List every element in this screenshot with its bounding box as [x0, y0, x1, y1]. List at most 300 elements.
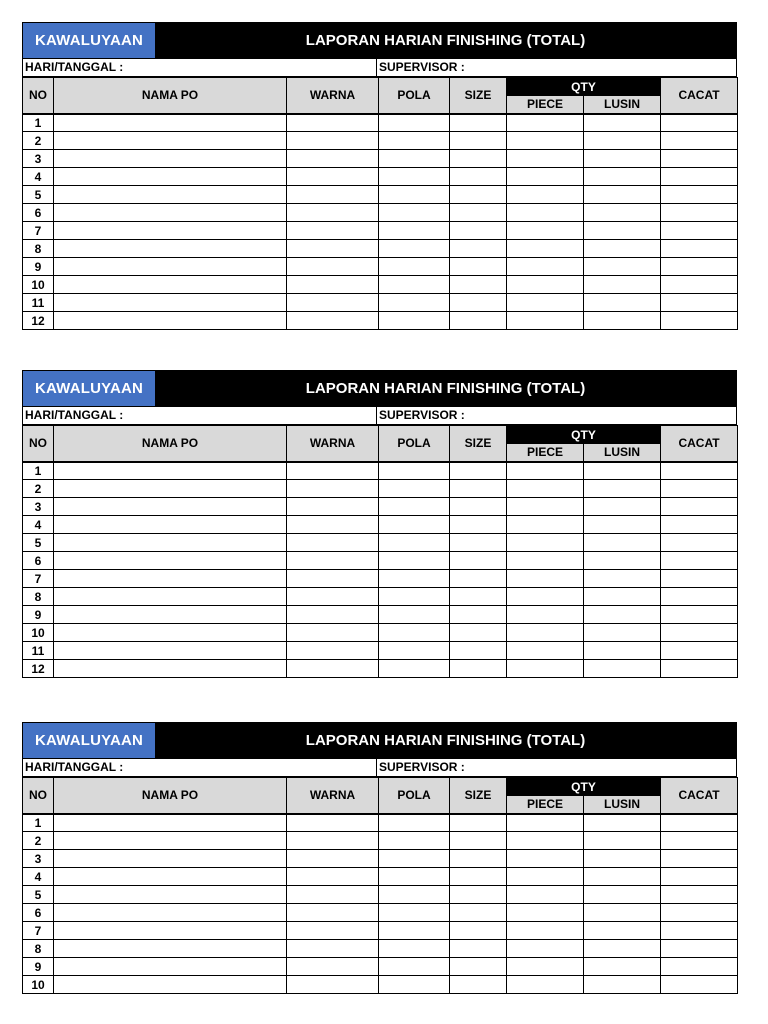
nama-po-cell[interactable]	[54, 940, 287, 958]
cacat-cell[interactable]	[661, 222, 738, 240]
table-row	[23, 832, 738, 850]
pola-cell[interactable]	[379, 186, 450, 204]
nama-po-cell[interactable]	[54, 922, 287, 940]
size-cell[interactable]	[450, 204, 507, 222]
nama-po-cell[interactable]	[54, 534, 287, 552]
size-cell[interactable]	[450, 922, 507, 940]
row-number: 9	[23, 258, 54, 276]
col-header-lusin: LUSIN	[584, 444, 661, 462]
lusin-cell[interactable]	[584, 204, 661, 222]
warna-cell[interactable]	[287, 588, 379, 606]
company-name: KAWALUYAAN	[23, 371, 155, 406]
cacat-cell[interactable]	[661, 258, 738, 276]
col-header-cacat: CACAT	[661, 778, 738, 814]
row-number: 8	[23, 940, 54, 958]
warna-cell[interactable]	[287, 958, 379, 976]
pola-cell[interactable]	[379, 168, 450, 186]
pola-cell[interactable]	[379, 976, 450, 994]
piece-cell[interactable]	[507, 588, 584, 606]
cacat-cell[interactable]	[661, 660, 738, 678]
pola-cell[interactable]	[379, 534, 450, 552]
lusin-cell[interactable]	[584, 534, 661, 552]
size-cell[interactable]	[450, 240, 507, 258]
pola-cell[interactable]	[379, 516, 450, 534]
pola-cell[interactable]	[379, 240, 450, 258]
size-cell[interactable]	[450, 588, 507, 606]
row-number: 7	[23, 570, 54, 588]
lusin-cell[interactable]	[584, 958, 661, 976]
piece-cell[interactable]	[507, 516, 584, 534]
size-cell[interactable]	[450, 132, 507, 150]
size-cell[interactable]	[450, 534, 507, 552]
pola-cell[interactable]	[379, 498, 450, 516]
lusin-cell[interactable]	[584, 850, 661, 868]
warna-cell[interactable]	[287, 480, 379, 498]
pola-cell[interactable]	[379, 222, 450, 240]
warna-cell[interactable]	[287, 204, 379, 222]
size-cell[interactable]	[450, 516, 507, 534]
nama-po-cell[interactable]	[54, 552, 287, 570]
table-row	[23, 276, 738, 294]
lusin-cell[interactable]	[584, 294, 661, 312]
warna-cell[interactable]	[287, 940, 379, 958]
warna-cell[interactable]	[287, 168, 379, 186]
warna-cell[interactable]	[287, 186, 379, 204]
warna-cell[interactable]	[287, 516, 379, 534]
table-row	[23, 922, 738, 940]
pola-cell[interactable]	[379, 868, 450, 886]
nama-po-cell[interactable]	[54, 480, 287, 498]
size-cell[interactable]	[450, 624, 507, 642]
nama-po-cell[interactable]	[54, 132, 287, 150]
nama-po-cell[interactable]	[54, 462, 287, 480]
lusin-cell[interactable]	[584, 240, 661, 258]
size-cell[interactable]	[450, 904, 507, 922]
cacat-cell[interactable]	[661, 570, 738, 588]
piece-cell[interactable]	[507, 886, 584, 904]
table-row	[23, 168, 738, 186]
col-header-qty: QTY	[507, 426, 661, 444]
row-number: 2	[23, 832, 54, 850]
nama-po-cell[interactable]	[54, 904, 287, 922]
warna-cell[interactable]	[287, 850, 379, 868]
table-row	[23, 642, 738, 660]
lusin-cell[interactable]	[584, 606, 661, 624]
nama-po-cell[interactable]	[54, 814, 287, 832]
pola-cell[interactable]	[379, 886, 450, 904]
nama-po-cell[interactable]	[54, 276, 287, 294]
piece-cell[interactable]	[507, 660, 584, 678]
nama-po-cell[interactable]	[54, 976, 287, 994]
cacat-cell[interactable]	[661, 850, 738, 868]
row-number: 7	[23, 222, 54, 240]
lusin-cell[interactable]	[584, 312, 661, 330]
warna-cell[interactable]	[287, 814, 379, 832]
lusin-cell[interactable]	[584, 660, 661, 678]
lusin-cell[interactable]	[584, 516, 661, 534]
lusin-cell[interactable]	[584, 222, 661, 240]
cacat-cell[interactable]	[661, 814, 738, 832]
nama-po-cell[interactable]	[54, 642, 287, 660]
nama-po-cell[interactable]	[54, 186, 287, 204]
piece-cell[interactable]	[507, 168, 584, 186]
piece-cell[interactable]	[507, 498, 584, 516]
row-number: 7	[23, 922, 54, 940]
pola-cell[interactable]	[379, 660, 450, 678]
table-row	[23, 258, 738, 276]
piece-cell[interactable]	[507, 462, 584, 480]
cacat-cell[interactable]	[661, 606, 738, 624]
warna-cell[interactable]	[287, 904, 379, 922]
table-row	[23, 886, 738, 904]
col-header-qty: QTY	[507, 78, 661, 96]
nama-po-cell[interactable]	[54, 294, 287, 312]
warna-cell[interactable]	[287, 150, 379, 168]
supervisor-field-label[interactable]: SUPERVISOR :	[379, 60, 465, 74]
piece-cell[interactable]	[507, 904, 584, 922]
cacat-cell[interactable]	[661, 940, 738, 958]
nama-po-cell[interactable]	[54, 240, 287, 258]
pola-cell[interactable]	[379, 904, 450, 922]
piece-cell[interactable]	[507, 642, 584, 660]
piece-cell[interactable]	[507, 940, 584, 958]
piece-cell[interactable]	[507, 814, 584, 832]
cacat-cell[interactable]	[661, 312, 738, 330]
cacat-cell[interactable]	[661, 186, 738, 204]
nama-po-cell[interactable]	[54, 498, 287, 516]
cacat-cell[interactable]	[661, 976, 738, 994]
pola-cell[interactable]	[379, 294, 450, 312]
piece-cell[interactable]	[507, 976, 584, 994]
nama-po-cell[interactable]	[54, 222, 287, 240]
piece-cell[interactable]	[507, 552, 584, 570]
size-cell[interactable]	[450, 660, 507, 678]
size-cell[interactable]	[450, 186, 507, 204]
nama-po-cell[interactable]	[54, 312, 287, 330]
row-number: 4	[23, 868, 54, 886]
piece-cell[interactable]	[507, 480, 584, 498]
lusin-cell[interactable]	[584, 940, 661, 958]
lusin-cell[interactable]	[584, 552, 661, 570]
warna-cell[interactable]	[287, 922, 379, 940]
cacat-cell[interactable]	[661, 498, 738, 516]
cacat-cell[interactable]	[661, 588, 738, 606]
lusin-cell[interactable]	[584, 498, 661, 516]
row-number: 1	[23, 814, 54, 832]
nama-po-cell[interactable]	[54, 606, 287, 624]
piece-cell[interactable]	[507, 570, 584, 588]
nama-po-cell[interactable]	[54, 832, 287, 850]
piece-cell[interactable]	[507, 606, 584, 624]
pola-cell[interactable]	[379, 132, 450, 150]
warna-cell[interactable]	[287, 886, 379, 904]
cacat-cell[interactable]	[661, 552, 738, 570]
report-title: LAPORAN HARIAN FINISHING (TOTAL)	[305, 732, 586, 749]
size-cell[interactable]	[450, 294, 507, 312]
cacat-cell[interactable]	[661, 294, 738, 312]
size-cell[interactable]	[450, 886, 507, 904]
warna-cell[interactable]	[287, 660, 379, 678]
supervisor-field-label[interactable]: SUPERVISOR :	[379, 760, 465, 774]
pola-cell[interactable]	[379, 850, 450, 868]
size-cell[interactable]	[450, 850, 507, 868]
nama-po-cell[interactable]	[54, 204, 287, 222]
size-cell[interactable]	[450, 258, 507, 276]
cacat-cell[interactable]	[661, 276, 738, 294]
size-cell[interactable]	[450, 498, 507, 516]
table-row	[23, 240, 738, 258]
row-number: 3	[23, 850, 54, 868]
piece-cell[interactable]	[507, 150, 584, 168]
piece-cell[interactable]	[507, 850, 584, 868]
lusin-cell[interactable]	[584, 976, 661, 994]
warna-cell[interactable]	[287, 976, 379, 994]
table-row	[23, 132, 738, 150]
pola-cell[interactable]	[379, 480, 450, 498]
warna-cell[interactable]	[287, 294, 379, 312]
nama-po-cell[interactable]	[54, 588, 287, 606]
pola-cell[interactable]	[379, 570, 450, 588]
supervisor-field-label[interactable]: SUPERVISOR :	[379, 408, 465, 422]
row-number: 9	[23, 606, 54, 624]
col-header-no: NO	[23, 78, 54, 114]
piece-cell[interactable]	[507, 204, 584, 222]
lusin-cell[interactable]	[584, 186, 661, 204]
pola-cell[interactable]	[379, 258, 450, 276]
warna-cell[interactable]	[287, 276, 379, 294]
pola-cell[interactable]	[379, 588, 450, 606]
warna-cell[interactable]	[287, 222, 379, 240]
cacat-cell[interactable]	[661, 132, 738, 150]
size-cell[interactable]	[450, 976, 507, 994]
row-number: 2	[23, 480, 54, 498]
piece-cell[interactable]	[507, 624, 584, 642]
lusin-cell[interactable]	[584, 480, 661, 498]
row-number: 10	[23, 976, 54, 994]
lusin-cell[interactable]	[584, 868, 661, 886]
row-number: 6	[23, 904, 54, 922]
lusin-cell[interactable]	[584, 168, 661, 186]
table-row	[23, 904, 738, 922]
row-number: 8	[23, 588, 54, 606]
pola-cell[interactable]	[379, 814, 450, 832]
piece-cell[interactable]	[507, 222, 584, 240]
col-header-nama-po: NAMA PO	[54, 778, 287, 814]
pola-cell[interactable]	[379, 462, 450, 480]
warna-cell[interactable]	[287, 624, 379, 642]
nama-po-cell[interactable]	[54, 886, 287, 904]
size-cell[interactable]	[450, 114, 507, 132]
row-number: 2	[23, 132, 54, 150]
piece-cell[interactable]	[507, 958, 584, 976]
piece-cell[interactable]	[507, 534, 584, 552]
warna-cell[interactable]	[287, 462, 379, 480]
piece-cell[interactable]	[507, 868, 584, 886]
warna-cell[interactable]	[287, 258, 379, 276]
cacat-cell[interactable]	[661, 462, 738, 480]
piece-cell[interactable]	[507, 276, 584, 294]
warna-cell[interactable]	[287, 570, 379, 588]
lusin-cell[interactable]	[584, 922, 661, 940]
table-row	[23, 588, 738, 606]
pola-cell[interactable]	[379, 642, 450, 660]
size-cell[interactable]	[450, 868, 507, 886]
company-name: KAWALUYAAN	[23, 23, 155, 58]
size-cell[interactable]	[450, 940, 507, 958]
piece-cell[interactable]	[507, 832, 584, 850]
nama-po-cell[interactable]	[54, 168, 287, 186]
lusin-cell[interactable]	[584, 814, 661, 832]
size-cell[interactable]	[450, 150, 507, 168]
size-cell[interactable]	[450, 606, 507, 624]
pola-cell[interactable]	[379, 922, 450, 940]
warna-cell[interactable]	[287, 606, 379, 624]
warna-cell[interactable]	[287, 642, 379, 660]
nama-po-cell[interactable]	[54, 570, 287, 588]
cacat-cell[interactable]	[661, 240, 738, 258]
size-cell[interactable]	[450, 814, 507, 832]
pola-cell[interactable]	[379, 624, 450, 642]
piece-cell[interactable]	[507, 294, 584, 312]
lusin-cell[interactable]	[584, 642, 661, 660]
row-number: 12	[23, 660, 54, 678]
lusin-cell[interactable]	[584, 462, 661, 480]
lusin-cell[interactable]	[584, 132, 661, 150]
cacat-cell[interactable]	[661, 958, 738, 976]
pola-cell[interactable]	[379, 552, 450, 570]
date-field-label[interactable]: HARI/TANGGAL :	[23, 59, 377, 76]
pola-cell[interactable]	[379, 204, 450, 222]
table-body	[23, 462, 738, 678]
cacat-cell[interactable]	[661, 516, 738, 534]
warna-cell[interactable]	[287, 832, 379, 850]
cacat-cell[interactable]	[661, 204, 738, 222]
cacat-cell[interactable]	[661, 904, 738, 922]
table-row	[23, 958, 738, 976]
nama-po-cell[interactable]	[54, 516, 287, 534]
warna-cell[interactable]	[287, 312, 379, 330]
nama-po-cell[interactable]	[54, 258, 287, 276]
size-cell[interactable]	[450, 168, 507, 186]
cacat-cell[interactable]	[661, 868, 738, 886]
pola-cell[interactable]	[379, 150, 450, 168]
size-cell[interactable]	[450, 276, 507, 294]
col-header-piece: PIECE	[507, 96, 584, 114]
company-name: KAWALUYAAN	[23, 723, 155, 758]
pola-cell[interactable]	[379, 114, 450, 132]
lusin-cell[interactable]	[584, 832, 661, 850]
row-number: 12	[23, 312, 54, 330]
col-header-pola: POLA	[379, 778, 450, 814]
report-header	[22, 22, 737, 59]
cacat-cell[interactable]	[661, 114, 738, 132]
warna-cell[interactable]	[287, 240, 379, 258]
cacat-cell[interactable]	[661, 624, 738, 642]
size-cell[interactable]	[450, 312, 507, 330]
nama-po-cell[interactable]	[54, 850, 287, 868]
meta-row	[22, 59, 737, 77]
warna-cell[interactable]	[287, 868, 379, 886]
cacat-cell[interactable]	[661, 480, 738, 498]
pola-cell[interactable]	[379, 940, 450, 958]
size-cell[interactable]	[450, 552, 507, 570]
piece-cell[interactable]	[507, 240, 584, 258]
nama-po-cell[interactable]	[54, 624, 287, 642]
piece-cell[interactable]	[507, 114, 584, 132]
nama-po-cell[interactable]	[54, 660, 287, 678]
piece-cell[interactable]	[507, 186, 584, 204]
cacat-cell[interactable]	[661, 886, 738, 904]
nama-po-cell[interactable]	[54, 958, 287, 976]
nama-po-cell[interactable]	[54, 868, 287, 886]
col-header-nama-po: NAMA PO	[54, 78, 287, 114]
nama-po-cell[interactable]	[54, 114, 287, 132]
piece-cell[interactable]	[507, 312, 584, 330]
date-field-label[interactable]: HARI/TANGGAL :	[23, 407, 377, 424]
pola-cell[interactable]	[379, 606, 450, 624]
date-field-label[interactable]: HARI/TANGGAL :	[23, 759, 377, 776]
pola-cell[interactable]	[379, 312, 450, 330]
lusin-cell[interactable]	[584, 570, 661, 588]
warna-cell[interactable]	[287, 498, 379, 516]
size-cell[interactable]	[450, 222, 507, 240]
table-row	[23, 850, 738, 868]
pola-cell[interactable]	[379, 276, 450, 294]
table-row	[23, 498, 738, 516]
warna-cell[interactable]	[287, 534, 379, 552]
size-cell[interactable]	[450, 832, 507, 850]
warna-cell[interactable]	[287, 132, 379, 150]
lusin-cell[interactable]	[584, 624, 661, 642]
cacat-cell[interactable]	[661, 642, 738, 660]
cacat-cell[interactable]	[661, 168, 738, 186]
size-cell[interactable]	[450, 462, 507, 480]
table-row	[23, 976, 738, 994]
lusin-cell[interactable]	[584, 258, 661, 276]
warna-cell[interactable]	[287, 552, 379, 570]
cacat-cell[interactable]	[661, 832, 738, 850]
table-row	[23, 222, 738, 240]
size-cell[interactable]	[450, 570, 507, 588]
lusin-cell[interactable]	[584, 886, 661, 904]
lusin-cell[interactable]	[584, 114, 661, 132]
lusin-cell[interactable]	[584, 150, 661, 168]
nama-po-cell[interactable]	[54, 150, 287, 168]
table-row	[23, 294, 738, 312]
report-table	[22, 77, 738, 330]
size-cell[interactable]	[450, 642, 507, 660]
lusin-cell[interactable]	[584, 904, 661, 922]
row-number: 6	[23, 552, 54, 570]
row-number: 9	[23, 958, 54, 976]
pola-cell[interactable]	[379, 958, 450, 976]
cacat-cell[interactable]	[661, 150, 738, 168]
lusin-cell[interactable]	[584, 588, 661, 606]
lusin-cell[interactable]	[584, 276, 661, 294]
size-cell[interactable]	[450, 958, 507, 976]
col-header-pola: POLA	[379, 426, 450, 462]
cacat-cell[interactable]	[661, 534, 738, 552]
piece-cell[interactable]	[507, 258, 584, 276]
warna-cell[interactable]	[287, 114, 379, 132]
cacat-cell[interactable]	[661, 922, 738, 940]
piece-cell[interactable]	[507, 132, 584, 150]
piece-cell[interactable]	[507, 922, 584, 940]
pola-cell[interactable]	[379, 832, 450, 850]
size-cell[interactable]	[450, 480, 507, 498]
row-number: 5	[23, 886, 54, 904]
table-row	[23, 516, 738, 534]
